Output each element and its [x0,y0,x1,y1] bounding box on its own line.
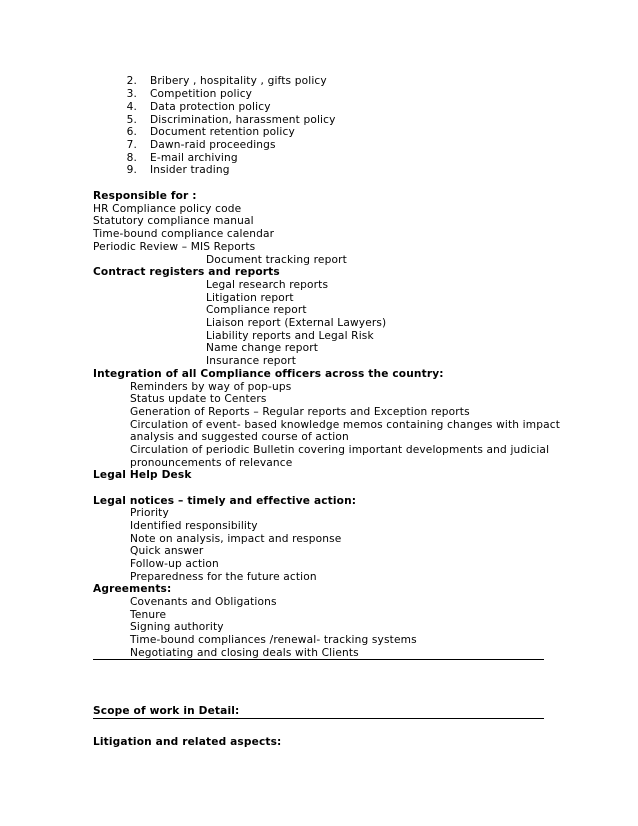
section-divider [93,659,544,660]
integration-heading: Integration of all Compliance officers across the country: [93,368,444,380]
integration-item: Generation of Reports – Regular reports and Exception reports [130,406,470,418]
agreements-item: Tenure [130,609,167,621]
list-item: E-mail archiving [150,152,238,164]
report-item: Litigation report [206,292,294,304]
integration-item: Status update to Centers [130,393,267,405]
report-item: Legal research reports [206,279,329,291]
document-tracking-item: Document tracking report [206,254,347,266]
scope-heading: Scope of work in Detail: [93,705,240,717]
integration-item: pronouncements of relevance [130,457,293,469]
report-item: Compliance report [206,304,307,316]
list-item: Data protection policy [150,101,271,113]
responsible-item: HR Compliance policy code [93,203,242,215]
legal-notices-item: Follow-up action [130,558,219,570]
list-item: Discrimination, harassment policy [150,114,336,126]
agreements-item: Time-bound compliances /renewal- tracking systems [130,634,417,646]
report-item: Name change report [206,342,319,354]
agreements-item: Signing authority [130,621,224,633]
report-item: Liability reports and Legal Risk [206,330,374,342]
list-item: Insider trading [150,164,230,176]
legal-notices-item: Identified responsibility [130,520,258,532]
list-item: Dawn-raid proceedings [150,139,276,151]
contract-registers-heading: Contract registers and reports [93,266,280,278]
list-number: 3. [126,88,137,100]
list-number: 5. [126,114,137,126]
agreements-item: Negotiating and closing deals with Clients [130,647,359,659]
list-number: 4. [126,101,137,113]
legal-notices-item: Note on analysis, impact and response [130,533,342,545]
list-item: Competition policy [150,88,253,100]
integration-item: Circulation of event- based knowledge memos containing changes with impact [130,419,561,431]
legal-notices-item: Preparedness for the future action [130,571,317,583]
list-number: 7. [126,139,137,151]
agreements-heading: Agreements: [93,583,172,595]
responsible-heading: Responsible for : [93,190,197,202]
report-item: Liaison report (External Lawyers) [206,317,387,329]
responsible-item: Time-bound compliance calendar [93,228,275,240]
integration-item: analysis and suggested course of action [130,431,349,443]
list-number: 8. [126,152,137,164]
legal-help-desk-heading: Legal Help Desk [93,469,192,481]
list-item: Document retention policy [150,126,295,138]
responsible-item: Periodic Review – MIS Reports [93,241,256,253]
list-item: Bribery , hospitality , gifts policy [150,75,327,87]
responsible-item: Statutory compliance manual [93,215,254,227]
litigation-heading: Litigation and related aspects: [93,736,282,748]
legal-notices-item: Quick answer [130,545,204,557]
list-number: 9. [126,164,137,176]
scope-underline [93,718,544,719]
list-number: 6. [126,126,137,138]
legal-notices-heading: Legal notices – timely and effective action: [93,495,357,507]
legal-notices-item: Priority [130,507,169,519]
integration-item: Reminders by way of pop-ups [130,381,292,393]
list-number: 2. [126,75,137,87]
agreements-item: Covenants and Obligations [130,596,277,608]
report-item: Insurance report [206,355,297,367]
integration-item: Circulation of periodic Bulletin covering important developments and judicial [130,444,550,456]
